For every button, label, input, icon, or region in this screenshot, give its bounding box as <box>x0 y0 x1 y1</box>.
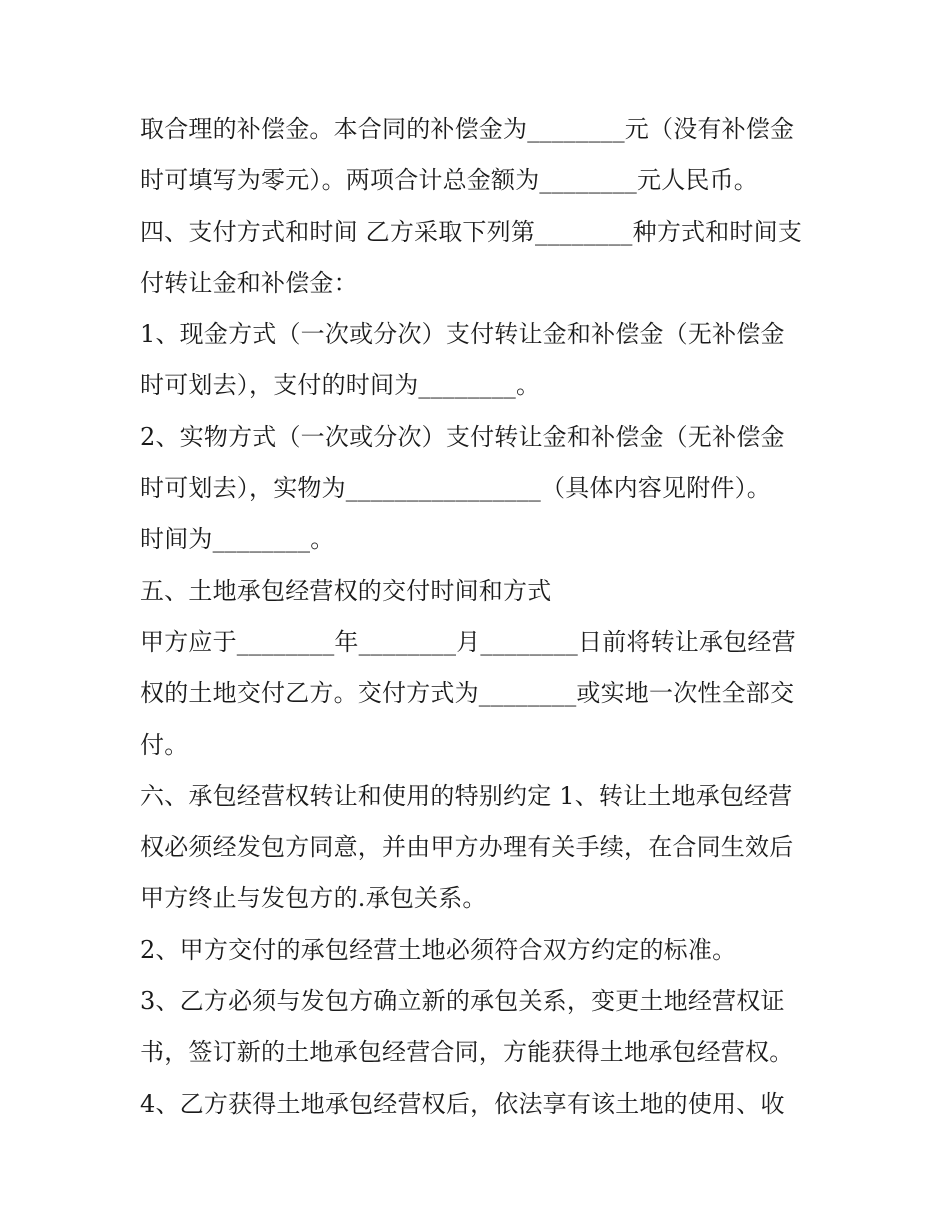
text-line: 付转让金和补偿金： <box>140 268 358 297</box>
text-line: 时间为________。 <box>140 525 335 554</box>
list-item: 3、乙方必须与发包方确立新的承包关系，变更土地经营权证 <box>140 987 785 1016</box>
list-item: 2、实物方式（一次或分次）支付转让金和补偿金（无补偿金 <box>140 422 785 451</box>
text-line: 取合理的补偿金。本合同的补偿金为________元（没有补偿金 <box>140 115 795 143</box>
document-body <box>140 104 820 1130</box>
text-line: 时可划去），实物为________________（具体内容见附件）。 <box>140 474 771 503</box>
text-line: 甲方终止与发包方的.承包关系。 <box>140 884 487 913</box>
text-line: 付。 <box>140 730 189 759</box>
text-line: 时可填写为零元）。两项合计总金额为________元人民币。 <box>140 166 758 195</box>
section-heading-special-terms: 六、承包经营权转让和使用的特别约定 1、转让土地承包经营 <box>140 781 793 810</box>
section-heading-delivery: 五、土地承包经营权的交付时间和方式 <box>140 576 552 605</box>
text-line: 甲方应于________年________月________日前将转让承包经营 <box>140 627 796 656</box>
text-line: 权必须经发包方同意，并由甲方办理有关手续，在合同生效后 <box>140 833 794 862</box>
text-line: 时可划去），支付的时间为________。 <box>140 371 541 400</box>
text-line: 书，签订新的土地承包经营合同，方能获得土地承包经营权。 <box>140 1038 794 1067</box>
list-item: 4、乙方获得土地承包经营权后，依法享有该土地的使用、收 <box>140 1089 785 1118</box>
text-line: 权的土地交付乙方。交付方式为________或实地一次性全部交 <box>140 679 795 708</box>
list-item: 1、现金方式（一次或分次）支付转让金和补偿金（无补偿金 <box>140 320 785 349</box>
list-item: 2、甲方交付的承包经营土地必须符合双方约定的标准。 <box>140 935 737 964</box>
section-heading-payment: 四、支付方式和时间 乙方采取下列第________种方式和时间支 <box>140 217 803 246</box>
